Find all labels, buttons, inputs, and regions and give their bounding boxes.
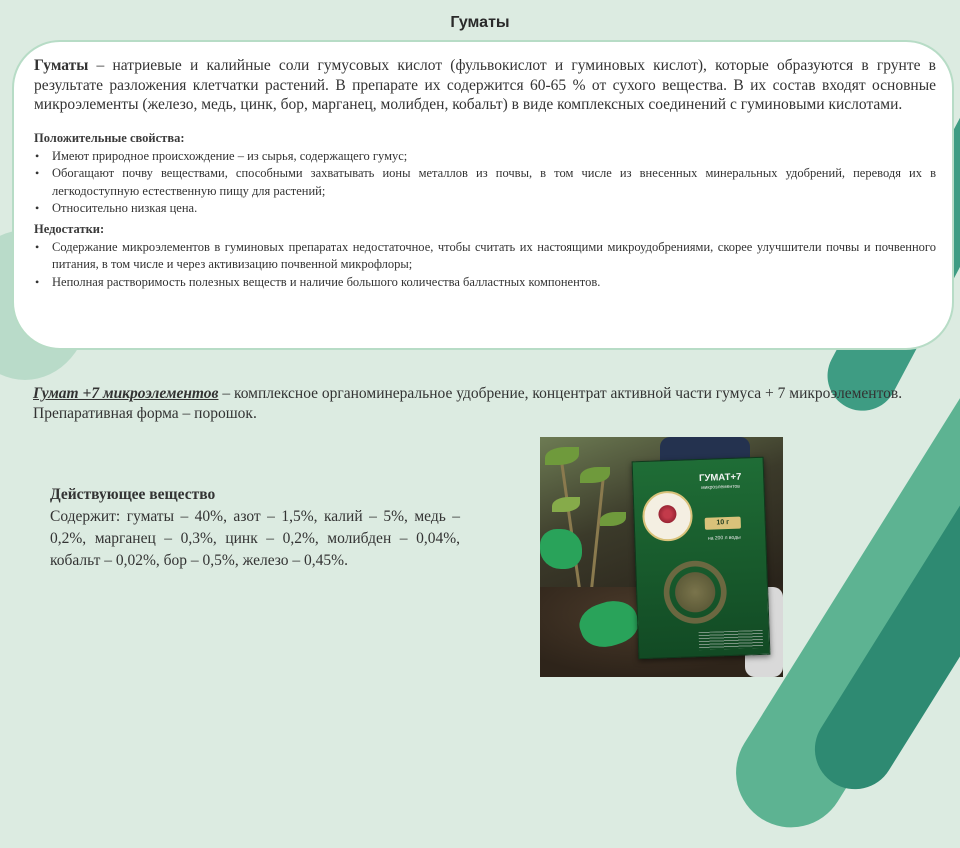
leaf-shape <box>600 512 626 526</box>
glove-shape <box>540 529 582 569</box>
leaf-shape <box>552 497 580 512</box>
active-substance-text: Содержит: гуматы – 40%, азот – 1,5%, калий – 5%, медь – 0,2%, марганец – 0,3%, цинк – 0,2%, молибден – 0,04%, кобальт – 0,02%, бор – 0,5%, железо – 0,45%. <box>50 508 460 569</box>
list-item: • Неполная растворимость полезных веществ и наличие большого количества балластных компонентов. <box>34 274 936 292</box>
negative-heading: Недостатки: <box>34 221 105 236</box>
product-form: Препаративная форма – порошок. <box>33 405 257 422</box>
packet-subtitle: микроэлементов <box>701 483 741 491</box>
positive-heading: Положительные свойства: <box>34 130 185 145</box>
product-description <box>33 384 928 424</box>
active-substance-heading: Действующее вещество <box>50 486 216 503</box>
fertilizer-packet <box>632 457 771 659</box>
packet-title: ГУМАТ+7 <box>698 471 742 485</box>
list-item: • Имеют природное происхождение – из сырья, содержащего гумус; <box>34 148 936 166</box>
packet-dose: на 200 л воды <box>707 534 741 542</box>
rose-logo <box>642 490 694 542</box>
list-item: • Относительно низкая цена. <box>34 200 936 218</box>
packet-info-text <box>699 630 764 650</box>
rose-illustration <box>654 551 737 634</box>
definition-text: – натриевые и калийные соли гумусовых кислот (фульвокислот и гуминовых кислот), которые образуются в грунте в результате разложения клетчатки растений. В препарате их содержится 60-65 % от сухого вещества. В их состав входят основные микроэлементы (железо, медь, цинк, бор, марганец, молибден, кобальт) в виде комплексных соединений с гуминовыми кислотами. <box>34 57 936 113</box>
definition-term: Гуматы <box>34 57 89 74</box>
product-name: Гумат +7 микроэлементов <box>33 385 219 402</box>
definition-paragraph <box>34 56 936 115</box>
positive-list <box>34 148 936 218</box>
leaf-shape <box>545 447 579 465</box>
list-item: • Содержание микроэлементов в гуминовых препаратах недостаточное, чтобы считать их настоящими микроудобрениями, скорее улучшители почвы и почвенного питания, в том числе и через активизацию почвенной микрофлоры; <box>34 239 936 274</box>
active-substance <box>50 484 460 572</box>
negative-list <box>34 239 936 292</box>
definition-card <box>12 40 954 350</box>
packet-weight: 10 г <box>705 517 741 530</box>
leaf-shape <box>580 467 610 483</box>
product-photo <box>540 437 783 677</box>
product-description-text: – комплексное органоминеральное удобрение, концентрат активной части гумуса + 7 микроэлементов. <box>218 385 903 402</box>
slide-title: Гуматы <box>450 14 510 31</box>
definition-card-content <box>34 56 936 291</box>
list-item: • Обогащают почву веществами, способными захватывать ионы металлов из почвы, в том числе из внесенных минеральных удобрений, переводя их в легкодоступную естественную пищу для растений; <box>34 165 936 200</box>
